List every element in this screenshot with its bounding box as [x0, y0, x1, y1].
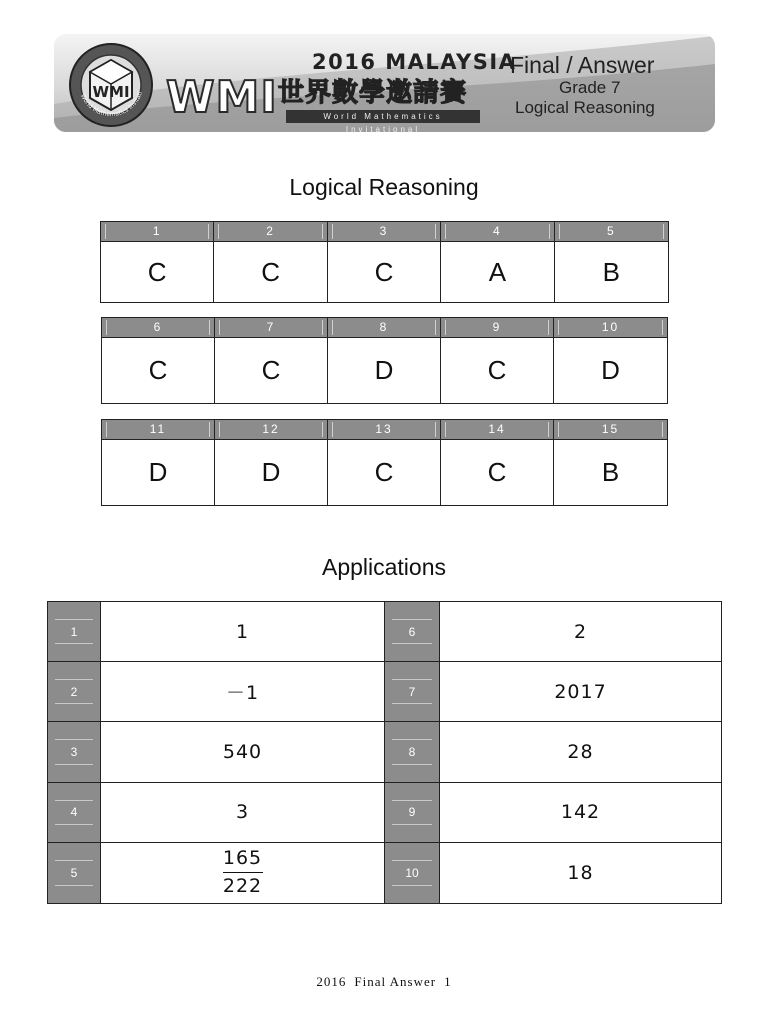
footer-year: 2016	[316, 974, 347, 989]
fraction-bar	[223, 872, 263, 873]
answer-value: D	[261, 457, 281, 487]
question-number: 2	[48, 662, 101, 722]
footer-label: Final Answer	[354, 974, 437, 989]
question-number: 5	[555, 222, 668, 242]
answer-cell	[441, 318, 554, 403]
banner-english-name: World Mathematics Invitational	[286, 110, 480, 123]
fraction	[223, 848, 263, 899]
answer-value: 28	[440, 722, 721, 782]
answer-value: 1	[101, 602, 385, 662]
question-number: 11	[102, 420, 214, 440]
question-number: 10	[385, 843, 440, 903]
answer-cell	[102, 318, 215, 403]
answer-cell	[215, 420, 328, 505]
answer-value: C	[148, 355, 168, 385]
logo-ring-text: World Mathematics Invitati	[78, 90, 144, 119]
logical-reasoning-title: Logical Reasoning	[289, 174, 479, 200]
answer-value: C	[261, 256, 280, 287]
answer-cell	[441, 420, 554, 505]
question-number: 2	[214, 222, 326, 242]
question-number: 8	[328, 318, 440, 338]
answer-value: D	[374, 355, 394, 385]
question-number: 6	[102, 318, 214, 338]
logo-letters: WMI	[92, 83, 130, 101]
answer-cell	[554, 318, 667, 403]
answer-value: C	[261, 355, 281, 385]
question-number: 6	[385, 602, 440, 662]
question-number: 7	[215, 318, 327, 338]
question-number: 9	[385, 783, 440, 843]
header-banner	[54, 34, 715, 132]
answer-cell	[555, 222, 668, 302]
applications-table	[47, 601, 722, 904]
answer-cell	[215, 318, 328, 403]
question-number: 9	[441, 318, 553, 338]
page-footer	[0, 974, 768, 990]
question-number: 3	[48, 722, 101, 782]
banner-chinese-name: 世界數學邀請賽	[278, 78, 468, 108]
question-number: 14	[441, 420, 553, 440]
answer-value: D	[601, 355, 620, 385]
question-number: 1	[48, 602, 101, 662]
answer-cell	[328, 318, 441, 403]
answer-value: D	[148, 457, 168, 487]
answer-value: B	[602, 256, 620, 287]
logical-reasoning-row-3	[101, 419, 668, 506]
answer-value: C	[374, 457, 394, 487]
answer-value: －1	[101, 662, 385, 722]
answer-value: C	[487, 355, 507, 385]
question-number: 8	[385, 722, 440, 782]
answer-value: 2	[440, 602, 721, 662]
question-number: 12	[215, 420, 327, 440]
banner-brand: WMI	[166, 72, 278, 123]
banner-year-country: 2016 MALAYSIA	[312, 50, 517, 74]
answer-cell	[214, 222, 327, 302]
answer-value: A	[488, 256, 507, 287]
question-number: 10	[554, 318, 667, 338]
question-number: 5	[48, 843, 101, 903]
question-number: 4	[441, 222, 553, 242]
question-number: 4	[48, 783, 101, 843]
banner-grade: Grade 7	[559, 78, 621, 97]
answer-value: 18	[567, 861, 594, 884]
answer-cell	[101, 222, 214, 302]
logical-reasoning-row-1	[100, 221, 669, 303]
fraction-numerator: 165	[222, 846, 263, 869]
banner-doc-type: Final / Answer	[510, 52, 655, 78]
answer-cell	[102, 420, 215, 505]
footer-page-number: 1	[444, 974, 452, 989]
wmi-logo	[68, 42, 154, 128]
answer-cell	[554, 420, 667, 505]
answer-value: 3	[101, 783, 385, 843]
answer-value: 540	[101, 722, 385, 782]
question-number: 15	[554, 420, 667, 440]
answer-value: C	[374, 256, 394, 287]
answer-value: B	[601, 457, 620, 487]
applications-title: Applications	[321, 554, 447, 580]
answer-cell	[441, 222, 554, 302]
answer-value: 2017	[440, 662, 721, 722]
answer-value: C	[147, 256, 167, 287]
banner-subject: Logical Reasoning	[515, 98, 655, 117]
question-number: 1	[101, 222, 213, 242]
answer-cell	[328, 420, 441, 505]
answer-value: C	[487, 457, 507, 487]
answer-value: 142	[440, 783, 721, 843]
question-number: 3	[328, 222, 440, 242]
question-number: 13	[328, 420, 440, 440]
answer-value-fraction	[101, 843, 385, 903]
question-number: 7	[385, 662, 440, 722]
answer-cell	[328, 222, 441, 302]
fraction-denominator: 222	[222, 875, 263, 898]
logical-reasoning-row-2	[101, 317, 668, 404]
